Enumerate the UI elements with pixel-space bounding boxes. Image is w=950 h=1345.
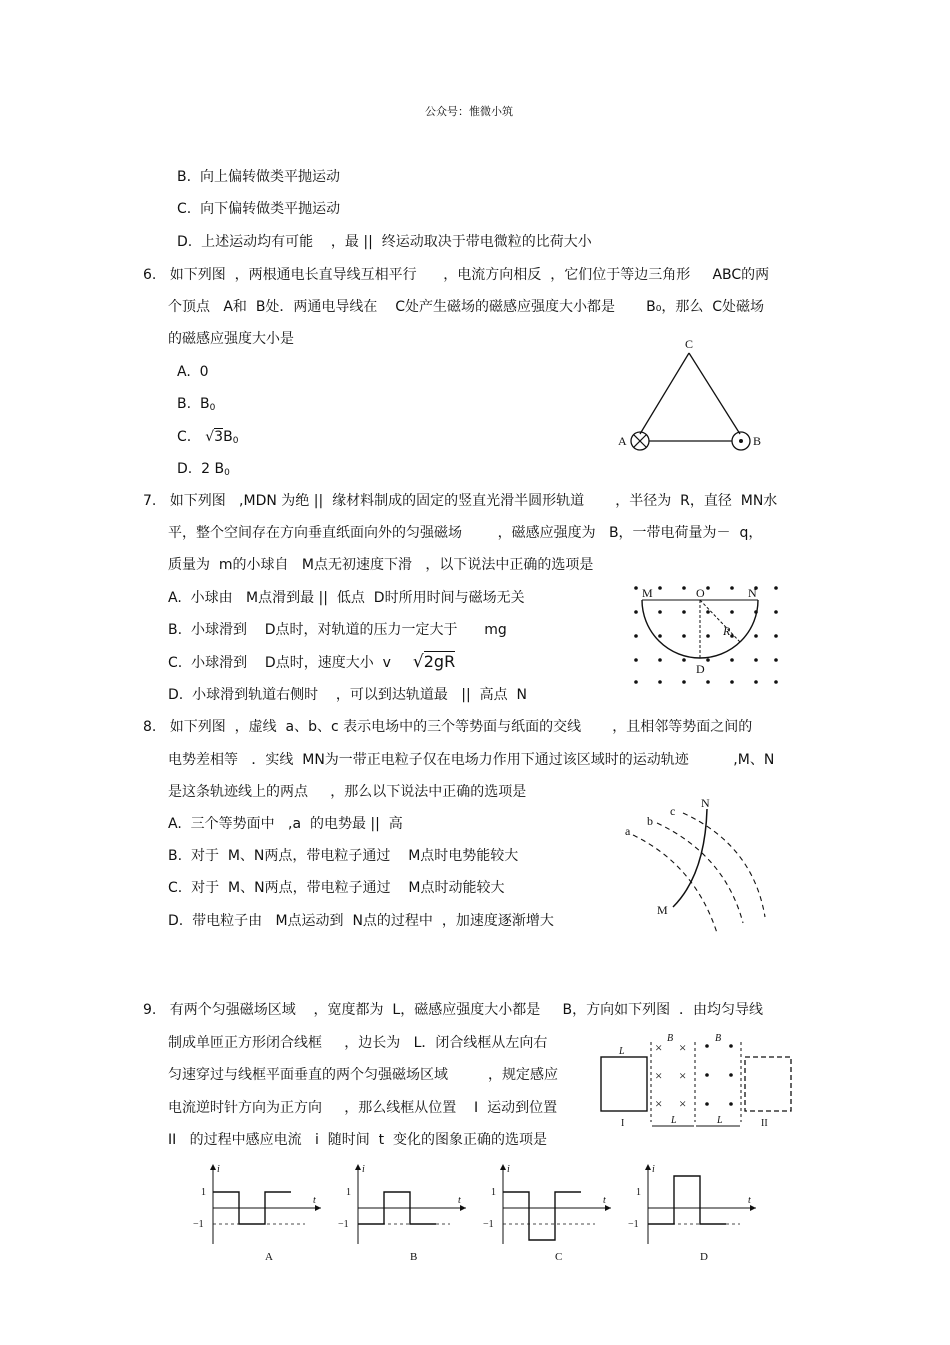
field-dot — [706, 610, 710, 614]
field-dot — [730, 586, 734, 590]
field-dot — [730, 610, 734, 614]
q7-option-d: D. 小球滑到轨道右侧时 ，可以到达轨道最 || 高点 N — [168, 687, 527, 703]
page-header: 公众号：惟微小筑 — [425, 105, 513, 118]
graph-tick-label-neg: −1 — [193, 1219, 204, 1230]
q8-option-a: A. 三个等势面中 ,a 的电势最 || 高 — [168, 816, 403, 832]
field-dot — [682, 658, 686, 662]
sqrt-radicand: 2gR — [423, 652, 456, 671]
trajectory-mn — [673, 809, 707, 907]
field-dot — [634, 610, 638, 614]
q9-label-position-i: I — [621, 1118, 625, 1129]
graph-option-label: A — [265, 1251, 273, 1263]
q6-option-a: A. 0 — [177, 364, 209, 380]
graph-t-label: t — [603, 1195, 606, 1206]
field-dot — [754, 634, 758, 638]
q7-label-m: M — [642, 586, 653, 600]
graph-i-axis-arrow — [355, 1164, 361, 1170]
field-dot — [774, 634, 778, 638]
answer-graph-c — [483, 1164, 611, 1263]
graph-option-label: C — [555, 1251, 563, 1263]
graph-current-waveform — [503, 1192, 581, 1240]
q6-stem-line2: 个顶点 A和 B处．两通电导线在 C处产生磁场的磁感应强度大小都是 B₀，那么 C处磁场 — [168, 299, 765, 315]
graph-current-waveform — [648, 1176, 726, 1224]
q8-label-a: a — [625, 824, 631, 838]
field-dot — [682, 634, 686, 638]
q6-option-c-label: C. — [177, 429, 192, 445]
field-dot — [658, 610, 662, 614]
field-dot — [774, 610, 778, 614]
q9-answer-graphs — [195, 1160, 765, 1265]
field-dot — [774, 586, 778, 590]
subscript: 0 — [209, 403, 216, 413]
graph-t-label: t — [313, 1195, 316, 1206]
svg-text:×: × — [679, 1040, 687, 1055]
field-dot — [682, 610, 686, 614]
field-dot — [634, 586, 638, 590]
q6-option-d-text: D. 2 B — [177, 461, 225, 477]
graph-t-axis-arrow — [460, 1205, 466, 1211]
q5-option-b: B. 向上偏转做类平抛运动 — [177, 169, 340, 185]
q7-option-c — [168, 653, 455, 672]
graph-tick-label-neg: −1 — [483, 1219, 494, 1230]
q8-option-d: D. 带电粒子由 M点运动到 N点的过程中 ，加速度逐渐增大 — [168, 913, 554, 929]
graph-i-label: i — [362, 1164, 365, 1175]
q7-stem-line1: 7. 如下列图 ,MDN 为绝 || 缘材料制成的固定的竖直光滑半圆形轨道 ，半径为 R，直径 MN水 — [143, 493, 778, 509]
equipotential-line-b — [657, 823, 743, 923]
q6-label-b: B — [753, 434, 762, 448]
field-dot — [706, 680, 710, 684]
graph-tick-label-neg: −1 — [628, 1219, 639, 1230]
graph-option-label: D — [700, 1251, 708, 1263]
field-dot — [658, 658, 662, 662]
svg-text:×: × — [679, 1068, 687, 1083]
graph-tick-label-pos: 1 — [346, 1187, 351, 1198]
field-dot — [634, 634, 638, 638]
q6-option-d — [177, 460, 230, 482]
coil-position-2 — [745, 1057, 791, 1111]
answer-graph-d — [628, 1164, 756, 1263]
field-dot — [682, 586, 686, 590]
triangle-side-bc — [689, 353, 740, 434]
q8-option-c: C. 对于 M、N两点，带电粒子通过 M点时动能较大 — [168, 880, 505, 896]
q8-stem-line2: 电势差相等 ．实线 MN为一带正电粒子仅在电场力作用下通过该区域时的运动轨迹 ,M、N — [168, 752, 775, 768]
q8-label-b: b — [647, 814, 653, 828]
field-into-page-marks — [655, 1040, 686, 1111]
q6-option-c — [177, 428, 238, 450]
svg-text:×: × — [655, 1096, 663, 1111]
q6-option-c-unit: B — [223, 429, 233, 445]
q8-label-n: N — [701, 796, 710, 810]
q7-label-n: N — [748, 586, 757, 600]
graph-i-axis-arrow — [645, 1164, 651, 1170]
radius-r — [700, 600, 740, 642]
graph-i-label: i — [652, 1164, 655, 1175]
graph-t-axis-arrow — [605, 1205, 611, 1211]
q9-stem-line3: 匀速穿过与线框平面垂直的两个匀强磁场区域 ，规定感应 — [168, 1067, 559, 1083]
q9-stem-line5: II 的过程中感应电流 i 随时间 t 变化的图象正确的选项是 — [168, 1132, 548, 1148]
answer-graph-b — [338, 1164, 466, 1263]
equipotential-line-a — [633, 835, 717, 933]
field-dot — [730, 634, 734, 638]
field-dot — [658, 680, 662, 684]
graph-option-label: B — [410, 1251, 418, 1263]
field-dot — [774, 658, 778, 662]
graph-tick-label-pos: 1 — [201, 1187, 206, 1198]
graph-tick-label-pos: 1 — [636, 1187, 641, 1198]
graph-t-label: t — [458, 1195, 461, 1206]
svg-text:×: × — [655, 1068, 663, 1083]
q8-option-b: B. 对于 M、N两点，带电粒子通过 M点时电势能较大 — [168, 848, 519, 864]
q6-triangle-figure — [612, 334, 782, 459]
field-dot — [682, 680, 686, 684]
field-dot — [658, 634, 662, 638]
graph-tick-label-neg: −1 — [338, 1219, 349, 1230]
q7-option-c-text: C. 小球滑到 D点时，速度大小 v — [168, 655, 391, 671]
q7-label-d: D — [696, 662, 705, 676]
answer-graph-a — [193, 1164, 321, 1263]
svg-text:×: × — [679, 1096, 687, 1111]
subscript: 0 — [224, 468, 230, 478]
graph-t-axis-arrow — [315, 1205, 321, 1211]
field-dot — [634, 658, 638, 662]
field-dot — [706, 586, 710, 590]
q8-label-m: M — [657, 903, 668, 917]
semicircle-track — [642, 600, 758, 658]
graph-i-label: i — [217, 1164, 220, 1175]
q9-field-region-figure — [595, 1030, 805, 1135]
q7-semicircle-figure — [628, 578, 778, 688]
q7-option-b: B. 小球滑到 D点时，对轨道的压力一定大于 mg — [168, 622, 507, 638]
q9-stem-line2: 制成单匝正方形闭合线框 ，边长为 L．闭合线框从左向右 — [168, 1035, 548, 1051]
q8-stem-line1: 8. 如下列图 ，虚线 a、b、c 表示电场中的三个等势面与纸面的交线 ，且相邻等势面之间的 — [143, 719, 753, 735]
q9-label-l-width-2: L — [717, 1115, 723, 1126]
field-dot — [754, 680, 758, 684]
sqrt-symbol: √ — [205, 429, 215, 445]
q9-label-position-ii: II — [761, 1118, 768, 1129]
q5-option-c: C. 向下偏转做类平抛运动 — [177, 201, 341, 217]
q6-label-c: C — [685, 337, 694, 351]
q6-option-b-text: B. B — [177, 396, 210, 412]
field-dot — [706, 634, 710, 638]
q5-option-d: D. 上述运动均有可能 ，最 || 终运动取决于带电微粒的比荷大小 — [177, 234, 592, 250]
triangle-side-ac — [640, 353, 689, 434]
graph-i-axis-arrow — [500, 1164, 506, 1170]
q8-label-c: c — [670, 804, 676, 818]
q6-option-b — [177, 395, 215, 417]
graph-i-label: i — [507, 1164, 510, 1175]
sqrt-symbol: √ — [412, 652, 424, 672]
graph-i-axis-arrow — [210, 1164, 216, 1170]
q6-stem-line1: 6. 如下列图 ，两根通电长直导线互相平行 ，电流方向相反 ，它们位于等边三角形 ABC的两 — [143, 267, 770, 283]
sqrt-radicand: 3 — [214, 429, 224, 445]
magnetic-field-dots — [634, 586, 778, 684]
field-dot — [634, 680, 638, 684]
q7-stem-line2: 平，整个空间存在方向垂直纸面向外的匀强磁场 ，磁感应强度为 B，一带电荷量为－ q， — [168, 525, 763, 541]
field-dot — [754, 658, 758, 662]
field-dot — [658, 586, 662, 590]
q7-stem-line3: 质量为 m的小球自 M点无初速度下滑 ，以下说法中正确的选项是 — [168, 557, 594, 573]
q9-label-b-left: B — [667, 1033, 674, 1044]
q9-label-b-right: B — [715, 1033, 722, 1044]
q8-equipotential-figure — [615, 795, 775, 935]
q8-stem-line3: 是这条轨迹线上的两点 ，那么以下说法中正确的选项是 — [168, 784, 527, 800]
field-dot — [730, 658, 734, 662]
graph-t-axis-arrow — [750, 1205, 756, 1211]
field-dot — [730, 680, 734, 684]
q7-label-o: O — [696, 586, 705, 600]
q9-label-l-width-1: L — [671, 1115, 677, 1126]
q9-stem-line1: 9. 有两个匀强磁场区域 ，宽度都为 L，磁感应强度大小都是 B，方向如下列图 ．由均匀导线 — [143, 1002, 763, 1018]
q6-label-a: A — [618, 434, 627, 448]
field-dot — [774, 680, 778, 684]
field-dot — [706, 658, 710, 662]
graph-tick-label-pos: 1 — [491, 1187, 496, 1198]
field-out-of-page-marks — [705, 1044, 733, 1106]
q9-stem-line4: 电流逆时针方向为正方向 ，那么线框从位置 I 运动到位置 — [168, 1100, 558, 1116]
subscript: 0 — [232, 436, 239, 446]
q7-option-a: A. 小球由 M点滑到最 || 低点 D时所用时间与磁场无关 — [168, 590, 525, 606]
graph-t-label: t — [748, 1195, 751, 1206]
q7-label-r: R — [723, 624, 731, 638]
equipotential-line-c — [683, 813, 765, 917]
svg-text:×: × — [655, 1040, 663, 1055]
q6-stem-line3: 的磁感应强度大小是 — [168, 331, 294, 347]
q9-label-l-side: L — [619, 1046, 625, 1057]
coil-position-1 — [601, 1057, 647, 1111]
